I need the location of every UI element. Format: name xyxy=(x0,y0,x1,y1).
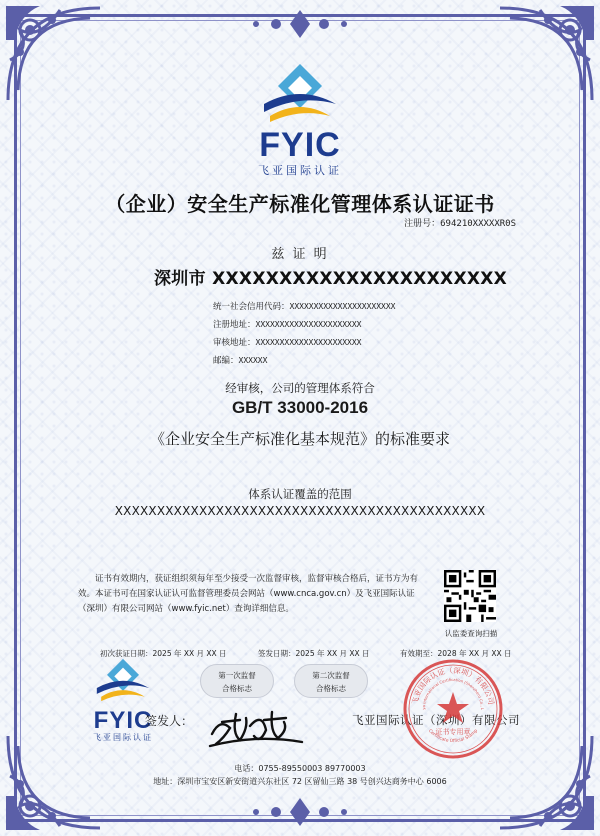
second-surveillance-line2: 合格标志 xyxy=(316,684,346,693)
standard-name: 《企业安全生产标准化基本规范》的标准要求 xyxy=(149,430,450,448)
signature-icon xyxy=(206,704,306,750)
conformity-statement: 经审核，公司的管理体系符合 xyxy=(225,381,375,395)
second-surveillance-mark xyxy=(294,664,368,698)
audit-address-value: XXXXXXXXXXXXXXXXXXXXXX xyxy=(255,338,362,347)
footer-logo xyxy=(78,656,168,743)
fyic-logo-small-icon xyxy=(93,656,153,704)
qr-caption: 认监委查询扫描 xyxy=(444,629,498,638)
reg-address-label: 注册地址： xyxy=(213,320,256,330)
contact-address: 地址：深圳市宝安区新安街道兴东社区 72 区留仙三路 38 号创兴达商务中心 6006 xyxy=(153,777,447,786)
info-row-credit-code xyxy=(213,298,395,316)
credit-code-label: 统一社会信用代码： xyxy=(213,302,290,312)
company-name: 深圳市 XXXXXXXXXXXXXXXXXXXXXX xyxy=(154,269,508,289)
audit-address-label: 审核地址： xyxy=(213,338,256,348)
postcode-label: 邮编： xyxy=(213,356,239,366)
seal-center-text: 证书专用章 xyxy=(435,728,471,736)
signer-label: 签发人： xyxy=(145,714,194,728)
proof-heading: 兹 证 明 xyxy=(271,247,329,262)
postcode-value: XXXXXX xyxy=(238,356,268,365)
info-row-reg-address xyxy=(213,316,395,334)
first-surveillance-line2: 合格标志 xyxy=(222,684,252,693)
scope-label: 体系认证覆盖的范围 xyxy=(248,487,352,501)
issuer-organization: 飞亚国际认证（深圳）有限公司 xyxy=(352,713,520,727)
issue-date: 签发日期：2025 年 XX 月 XX 日 xyxy=(258,649,370,658)
certificate-title: （企业）安全生产标准化管理体系认证证书 xyxy=(105,192,495,216)
official-seal-icon xyxy=(400,656,506,762)
top-ornament-icon xyxy=(240,6,360,42)
registration-number xyxy=(404,216,516,229)
bottom-ornament-icon xyxy=(240,794,360,830)
reg-address-value: XXXXXXXXXXXXXXXXXXXXXX xyxy=(255,320,362,329)
info-row-audit-address xyxy=(213,334,395,352)
second-surveillance-line1: 第二次监督 xyxy=(312,671,350,680)
validity-notice: 证书有效期内，获证组织须每年至少接受一次监督审核，监督审核合格后，证书方为有效。本证书可在国家认证认可监督管理委员会网站（www.cnca.gov.cn）及飞亚国际认证（深圳）有限公司网站（www.fyic.net）查询详细信息。 xyxy=(78,574,419,614)
credit-code-value: XXXXXXXXXXXXXXXXXXXXXX xyxy=(289,302,396,311)
header-logo xyxy=(240,60,360,178)
expiry-date: 有效期至：2028 年 XX 月 XX 日 xyxy=(400,649,512,658)
seal-outer-text: 飞亚国际认证（深圳）有限公司 xyxy=(410,665,496,706)
first-surveillance-line1: 第一次监督 xyxy=(218,671,256,680)
registration-label: 注册号： xyxy=(404,219,441,229)
corner-ornament-icon xyxy=(0,0,110,110)
scope-value: XXXXXXXXXXXXXXXXXXXXXXXXXXXXXXXXXXXXXXXXXXXX xyxy=(114,504,486,518)
standard-code: GB/T 33000-2016 xyxy=(231,398,369,417)
registration-value: 694210XXXXXR0S xyxy=(440,219,516,229)
corner-ornament-icon xyxy=(490,0,600,110)
company-info xyxy=(213,298,395,370)
fyic-logo-icon xyxy=(260,60,340,126)
brand-subtitle: 飞亚国际认证 xyxy=(258,164,342,177)
qr-code-icon xyxy=(444,570,496,622)
footer-brand-name: FYIC xyxy=(93,707,153,734)
footer-brand-subtitle: 飞亚国际认证 xyxy=(93,733,153,742)
contact-phone: 电话：0755-89550003 89770003 xyxy=(234,764,366,773)
seal-english-text: ya International Certification (Shenzhen) Co., L xyxy=(420,676,486,710)
first-surveillance-mark xyxy=(200,664,274,698)
brand-name: FYIC xyxy=(259,126,341,164)
info-row-postcode xyxy=(213,352,395,370)
first-issue-date: 初次获证日期：2025 年 XX 月 XX 日 xyxy=(100,649,227,658)
seal-bottom-text: Certificate Official Stamp xyxy=(427,728,479,745)
